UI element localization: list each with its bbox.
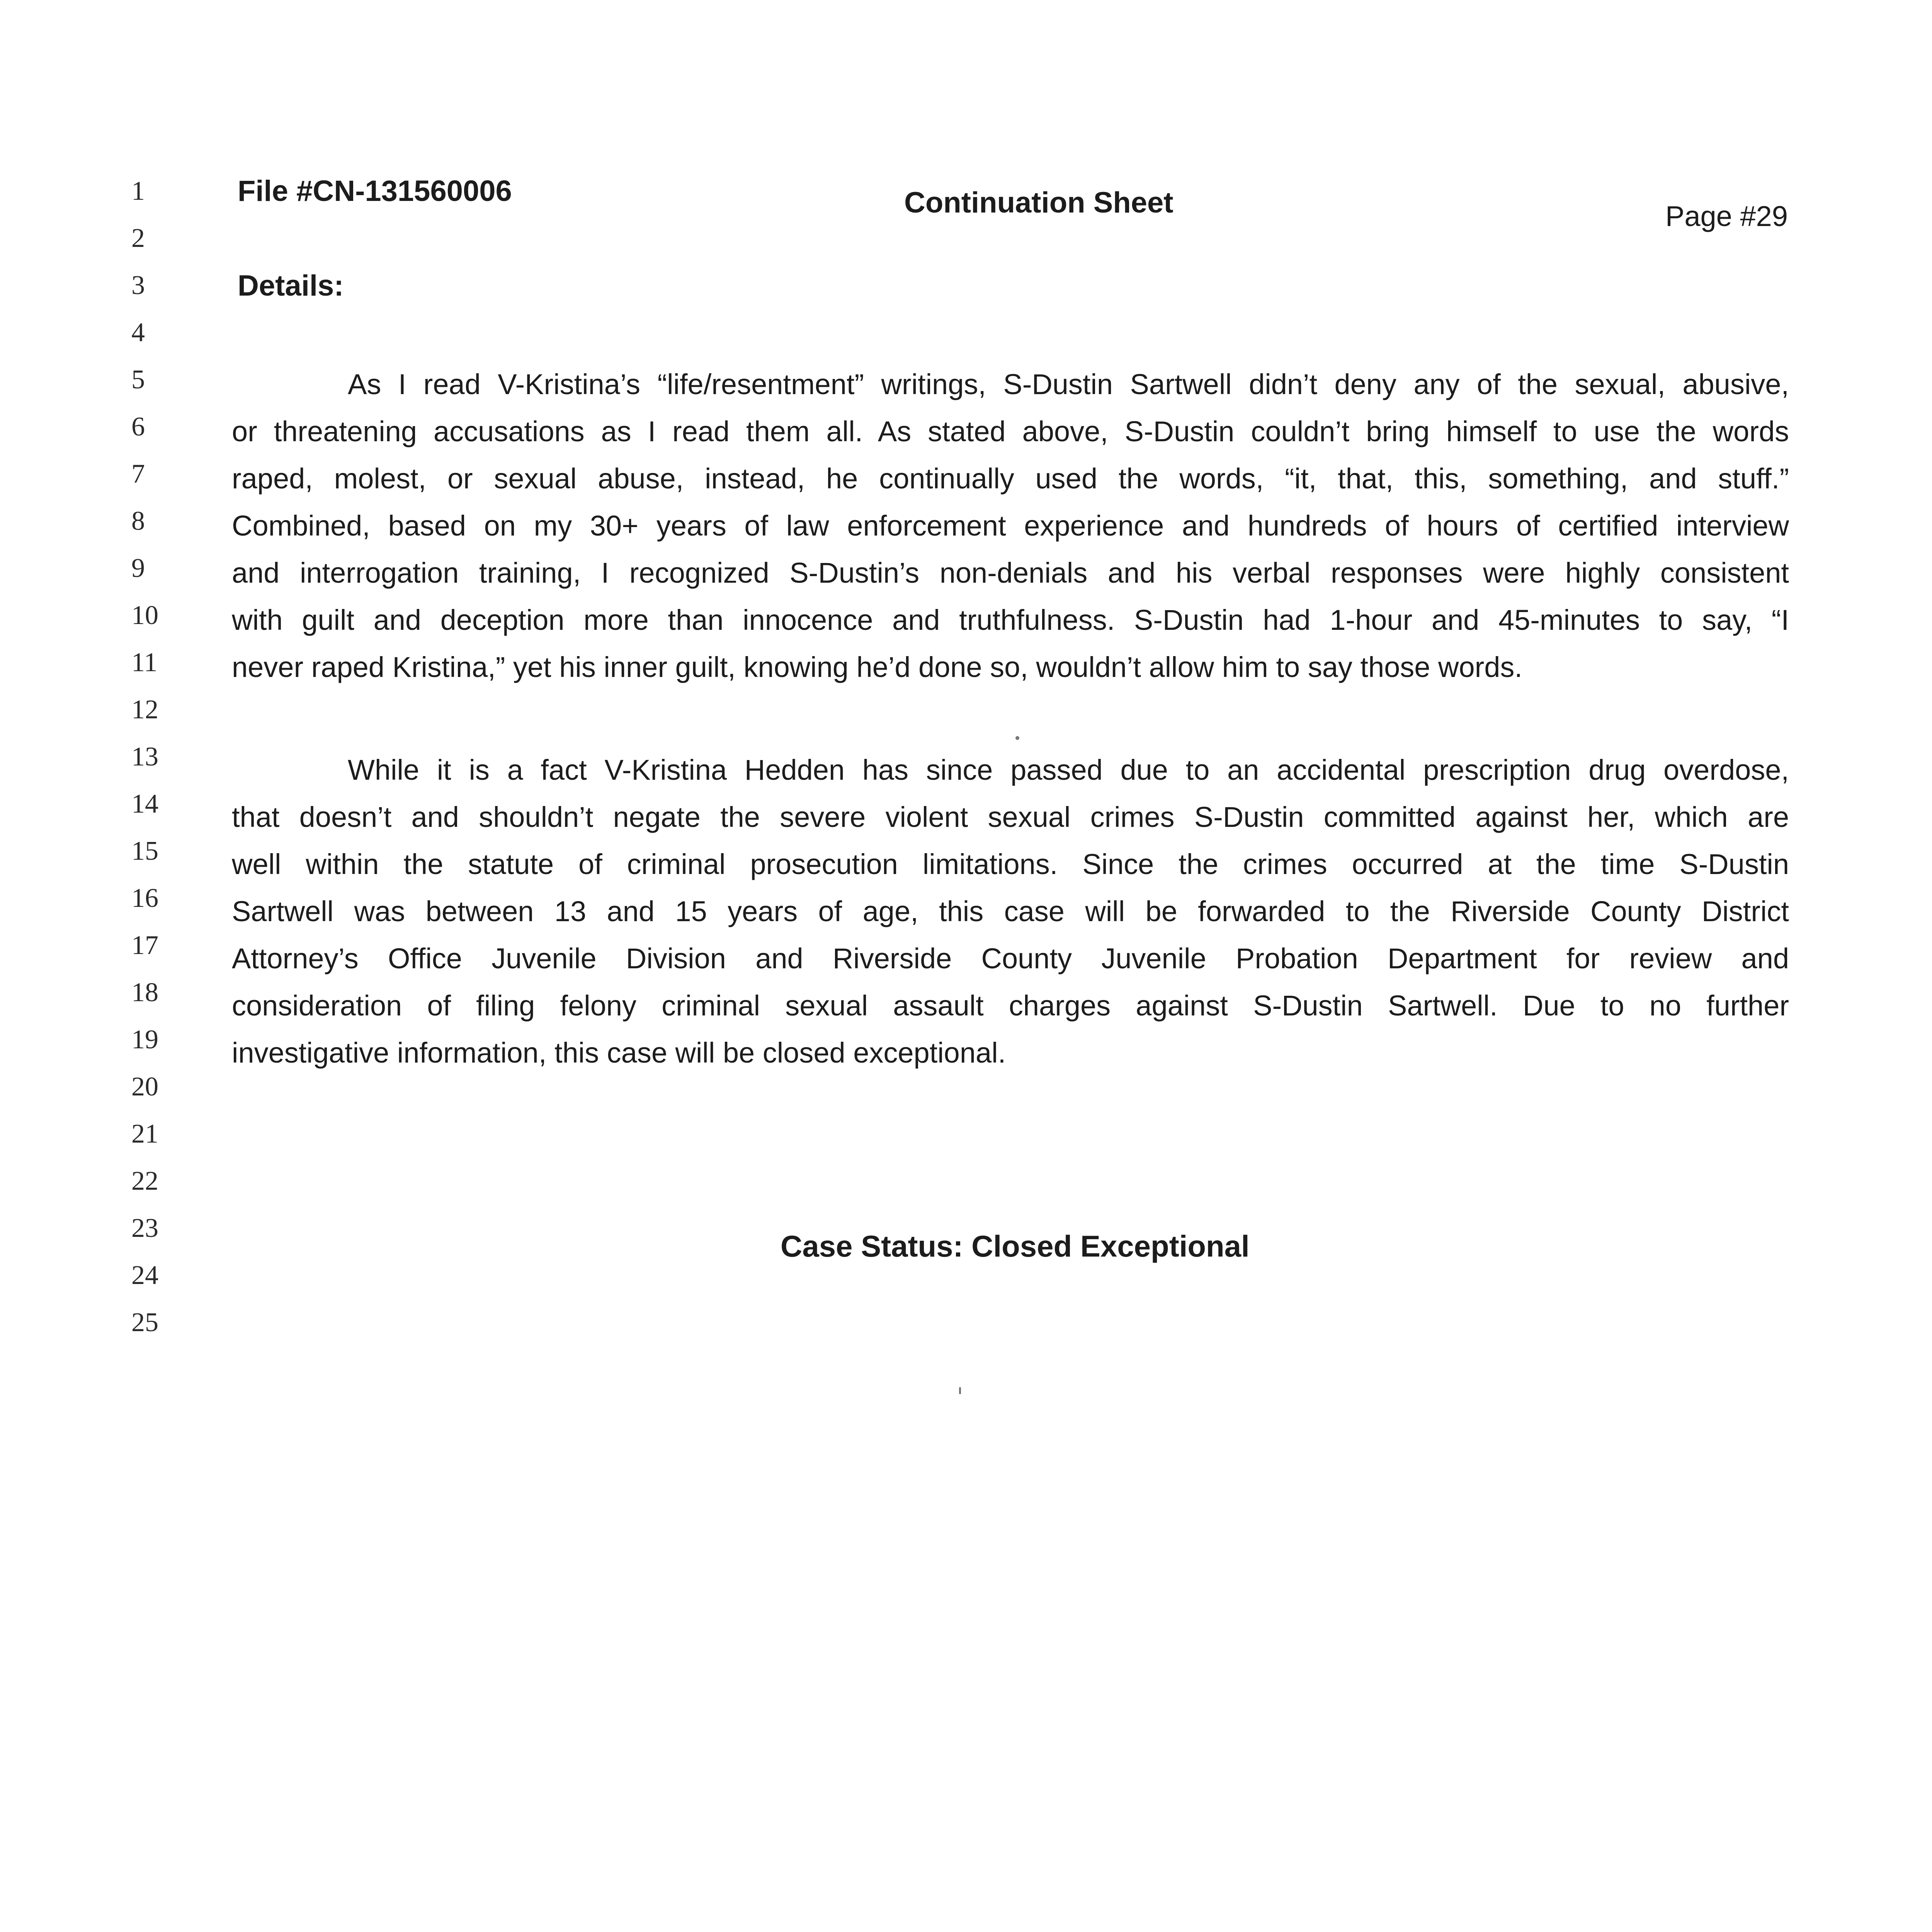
line-number: 5 xyxy=(131,365,145,395)
paragraph-2-line: While it is a fact V-Kristina Hedden has since passed due to an accidental prescription drug overdose, xyxy=(348,754,1789,786)
paragraph-1-line: Combined, based on my 30+ years of law enforcement experience and hundreds of hours of certified interview xyxy=(232,510,1789,542)
line-number: 20 xyxy=(131,1072,158,1102)
paragraph-2-line: well within the statute of criminal prosecution limitations. Since the crimes occurred at the time S-Dustin xyxy=(232,848,1789,880)
line-number: 9 xyxy=(131,553,145,583)
scan-speck xyxy=(959,1387,961,1394)
paragraph-1-line: or threatening accusations as I read them all. As stated above, S-Dustin couldn’t bring himself to use the words xyxy=(232,415,1789,447)
page-number: Page #29 xyxy=(1665,200,1788,232)
paragraph-2-line: that doesn’t and shouldn’t negate the severe violent sexual crimes S-Dustin committed against her, which are xyxy=(232,801,1789,833)
paragraph-2-line: Sartwell was between 13 and 15 years of age, this case will be forwarded to the Riverside County District xyxy=(232,895,1789,927)
paragraph-2-line: Attorney’s Office Juvenile Division and Riverside County Juvenile Probation Department for review and xyxy=(232,942,1789,975)
case-status: Case Status: Closed Exceptional xyxy=(781,1229,1250,1263)
line-number: 17 xyxy=(131,930,158,960)
line-number: 14 xyxy=(131,789,158,819)
paragraph-1-line: never raped Kristina,” yet his inner guilt, knowing he’d done so, wouldn’t allow him to say those words. xyxy=(232,651,1522,683)
line-number: 8 xyxy=(131,506,145,536)
details-heading: Details: xyxy=(238,269,344,302)
line-number: 12 xyxy=(131,695,158,724)
paragraph-1-line: with guilt and deception more than innocence and truthfulness. S-Dustin had 1-hour and 45-minutes to say, “I xyxy=(232,604,1789,636)
line-number: 4 xyxy=(131,318,145,347)
line-number: 2 xyxy=(131,223,145,253)
line-number: 21 xyxy=(131,1119,158,1149)
line-number: 10 xyxy=(131,600,158,630)
line-number: 15 xyxy=(131,836,158,866)
line-number: 24 xyxy=(131,1260,158,1290)
paragraph-1-line: As I read V-Kristina’s “life/resentment” writings, S-Dustin Sartwell didn’t deny any of the sexual, abusive, xyxy=(348,368,1789,400)
line-number: 3 xyxy=(131,270,145,300)
line-number: 22 xyxy=(131,1166,158,1196)
paragraph-1-line: and interrogation training, I recognized S-Dustin’s non-denials and his verbal responses were highly consistent xyxy=(232,557,1789,589)
line-number: 23 xyxy=(131,1213,158,1243)
line-number: 11 xyxy=(131,648,158,677)
paragraph-2-line: investigative information, this case will be closed exceptional. xyxy=(232,1037,1006,1069)
paragraph-1-line: raped, molest, or sexual abuse, instead, he continually used the words, “it, that, this, something, and stuff.” xyxy=(232,463,1789,495)
line-number: 16 xyxy=(131,883,158,913)
document-title: Continuation Sheet xyxy=(904,186,1173,219)
paragraph-2-line: consideration of filing felony criminal sexual assault charges against S-Dustin Sartwell. Due to no further xyxy=(232,990,1789,1022)
file-number: File #CN-131560006 xyxy=(238,175,512,207)
line-number: 25 xyxy=(131,1308,158,1337)
scan-speck xyxy=(1015,736,1019,740)
line-number: 6 xyxy=(131,412,145,442)
line-number: 19 xyxy=(131,1025,158,1054)
line-number: 13 xyxy=(131,742,158,772)
line-number: 1 xyxy=(131,176,145,206)
line-number: 18 xyxy=(131,978,158,1007)
line-number: 7 xyxy=(131,459,145,489)
